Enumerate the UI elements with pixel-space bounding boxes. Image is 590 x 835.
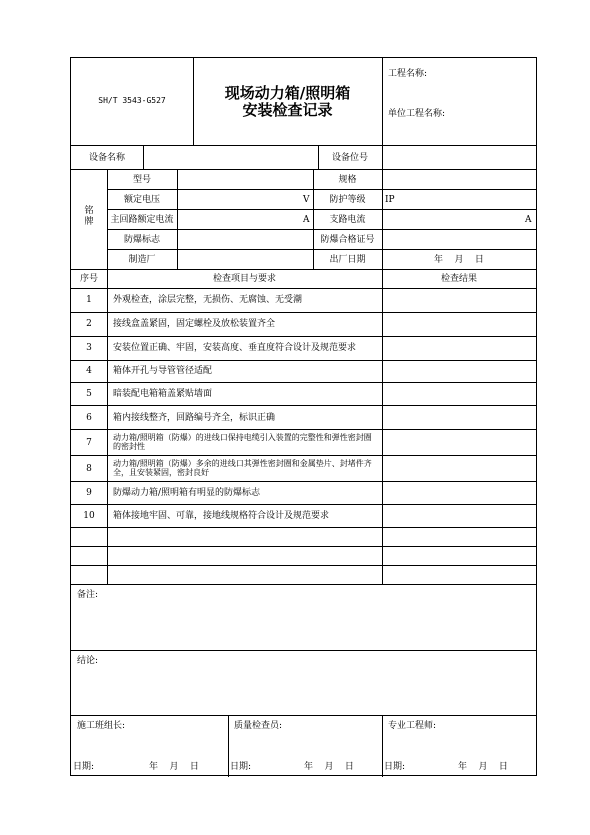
branch-current-label: 支路电流 [329,215,366,225]
row-no: 5 [86,389,92,399]
rule [228,715,229,777]
row-text: 箱体接地牢固、可靠，接地线规格符合设计及规范要求 [113,511,330,521]
sign-date-value: 年 月 日 [149,762,199,772]
team-leader-label: 施工班组长: [77,721,126,731]
voltage-unit: V [303,195,310,205]
row-no: 4 [86,366,92,376]
quality-inspector-label: 质量检查员: [234,721,283,731]
protection-prefix: IP [385,195,395,205]
rule [382,58,383,145]
rule [107,169,108,584]
rule [71,715,536,716]
sign-date-value: 年 月 日 [304,762,354,772]
rule [71,429,536,430]
row-text: 安装位置正确、牢固，安装高度、垂直度符合设计及规范要求 [113,343,357,353]
device-name-label: 设备名称 [88,153,125,163]
rule [382,145,383,169]
main-current-label: 主回路额定电流 [110,215,174,225]
rated-voltage-label: 额定电压 [123,195,160,205]
rule [71,360,536,361]
row-no: 7 [86,438,92,448]
rule [71,405,536,406]
row-no: 8 [86,464,92,474]
explosion-mark-label: 防爆标志 [123,235,160,245]
form-title [193,85,382,119]
branch-current-unit: A [525,215,532,225]
sign-date-label: 日期: [230,762,252,772]
rule [71,269,536,270]
row-no: 1 [86,295,92,305]
rule [71,481,536,482]
form-title-line2: 安装检查记录 [242,101,333,119]
standard-code: SH/T 3543-G527 [98,96,166,105]
row-text: 动力箱/照明箱（防爆）的进线口保持电缆引入装置的完整性和弹性密封圈的密封性 [113,433,372,451]
row-text: 动力箱/照明箱（防爆）多余的进线口其弹性密封圈和金属垫片、封堵件齐全，且安装紧固，密封良好 [113,459,372,477]
form-title-line1: 现场动力箱/照明箱 [224,84,351,102]
conclusion-label: 结论: [77,656,99,666]
rule [71,145,536,146]
sign-date-label: 日期: [384,762,406,772]
rule [107,229,536,230]
row-text: 接线盒盖紧固，固定螺栓及放松装置齐全 [113,319,276,329]
rule [71,312,536,313]
rule [71,169,536,170]
col-result-header: 检查结果 [440,274,477,284]
rule [143,145,144,169]
rule [382,715,383,777]
inspection-form [70,57,537,776]
project-name-label: 工程名称: [388,69,428,79]
row-text: 箱内接线整齐，回路编号齐全，标识正确 [113,413,276,423]
rule [382,169,383,584]
remarks-label: 备注: [77,590,99,600]
rule [71,584,536,585]
rule [71,336,536,337]
row-no: 3 [86,343,92,353]
rule [71,650,536,651]
rule [107,189,536,190]
device-position-label: 设备位号 [331,153,368,163]
main-current-unit: A [303,215,310,225]
rule [177,169,178,269]
nameplate-side-label: 铭 牌 [84,206,94,227]
protection-label: 防护等级 [329,195,366,205]
engineer-label: 专业工程师: [388,721,437,731]
row-text: 外观检查，涂层完整，无损伤、无腐蚀、无受潮 [113,295,303,305]
col-no-header: 序号 [79,274,98,284]
rule [71,382,536,383]
rule [71,527,536,528]
col-item-header: 检查项目与要求 [212,274,276,284]
model-label: 型号 [132,175,151,185]
rule [71,288,536,289]
row-text: 防爆动力箱/照明箱有明显的防爆标志 [113,488,261,498]
row-text: 暗装配电箱箱盖紧贴墙面 [113,389,213,399]
unit-project-label: 单位工程名称: [388,109,446,119]
row-no: 9 [86,488,92,498]
date-label: 出厂日期 [329,255,366,265]
manufacturer-label: 制造厂 [128,255,156,265]
rule [107,249,536,250]
date-value: 年 月 日 [434,255,484,265]
row-no: 2 [86,319,92,329]
sign-date-label: 日期: [73,762,95,772]
rule [71,565,536,566]
explosion-cert-label: 防爆合格证号 [320,235,375,245]
rule [71,546,536,547]
spec-label: 规格 [338,175,357,185]
row-text: 箱体开孔与导管管径适配 [113,366,213,376]
rule [107,209,536,210]
row-no: 10 [83,511,95,521]
sign-date-value: 年 月 日 [458,762,508,772]
rule [71,455,536,456]
rule [71,504,536,505]
row-no: 6 [86,413,92,423]
